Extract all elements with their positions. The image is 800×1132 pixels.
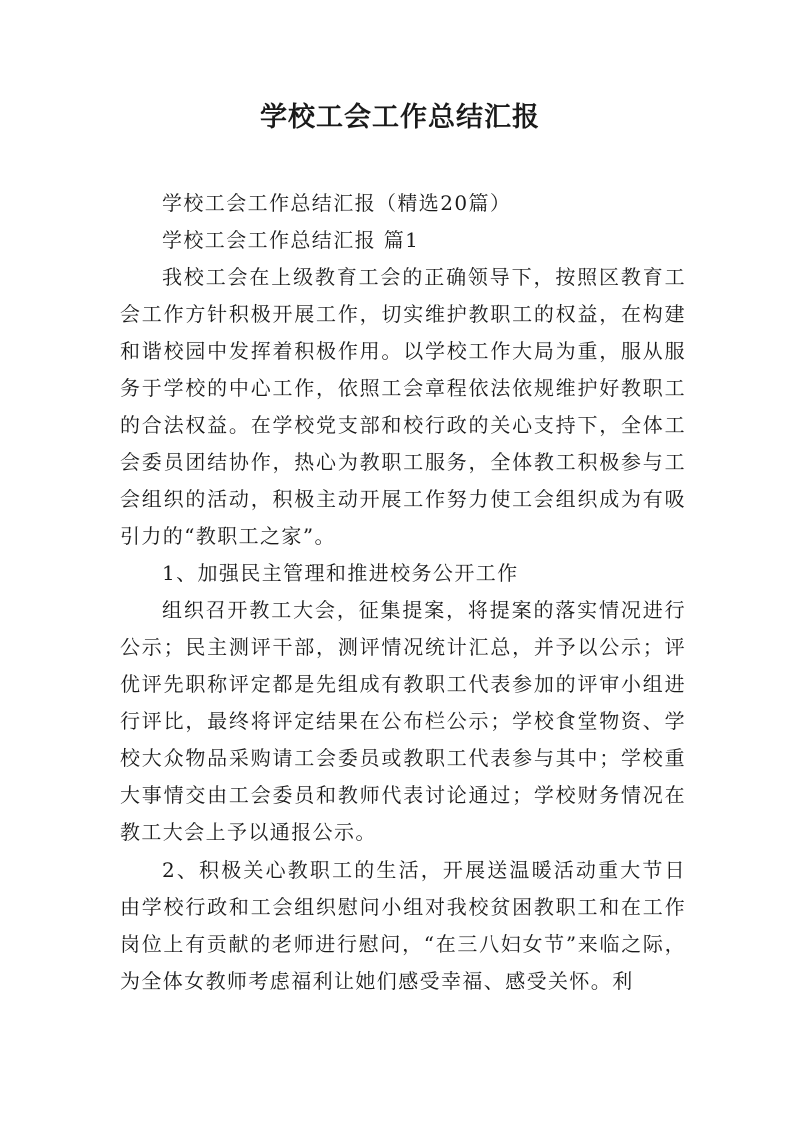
section-heading: 1、加强民主管理和推进校务公开工作 (162, 561, 519, 585)
paragraph: 2、积极关心教职工的生活，开展送温暖活动重大节日由学校行政和工会组织慰问小组对我校贫困教职工和在工作岗位上有贡献的老师进行慰问，“在三八妇女节”来临之际，为全体女教师考虑福利让她们感受幸福、感受关怀。利 (120, 858, 686, 993)
document-title: 学校工会工作总结汇报 (260, 102, 540, 133)
paragraph: 我校工会在上级教育工会的正确领导下，按照区教育工会工作方针积极开展工作，切实维护教职工的权益，在构建和谐校园中发挥着积极作用。以学校工作大局为重，服从服务于学校的中心工作，依照工会章程依法依规维护好教职工的合法权益。在学校党支部和校行政的关心支持下，全体工会委员团结协作，热心为教职工服务，全体教工积极参与工会组织的活动，积极主动开展工作努力使工会组织成为有吸引力的“教职工之家”。 (120, 265, 686, 548)
paragraph: 组织召开教工大会，征集提案，将提案的落实情况进行公示；民主测评干部，测评情况统计汇总，并予以公示；评优评先职称评定都是先组成有教职工代表参加的评审小组进行评比，最终将评定结果在公布栏公示；学校食堂物资、学校大众物品采购请工会委员或教职工代表参与其中；学校重大事情交由工会委员和教师代表讨论通过；学校财务情况在教工大会上予以通报公示。 (120, 598, 686, 844)
section-title: 学校工会工作总结汇报 篇1 (162, 228, 420, 252)
subtitle-line: 学校工会工作总结汇报（精选20篇） (162, 191, 512, 215)
document-body (120, 185, 686, 1000)
